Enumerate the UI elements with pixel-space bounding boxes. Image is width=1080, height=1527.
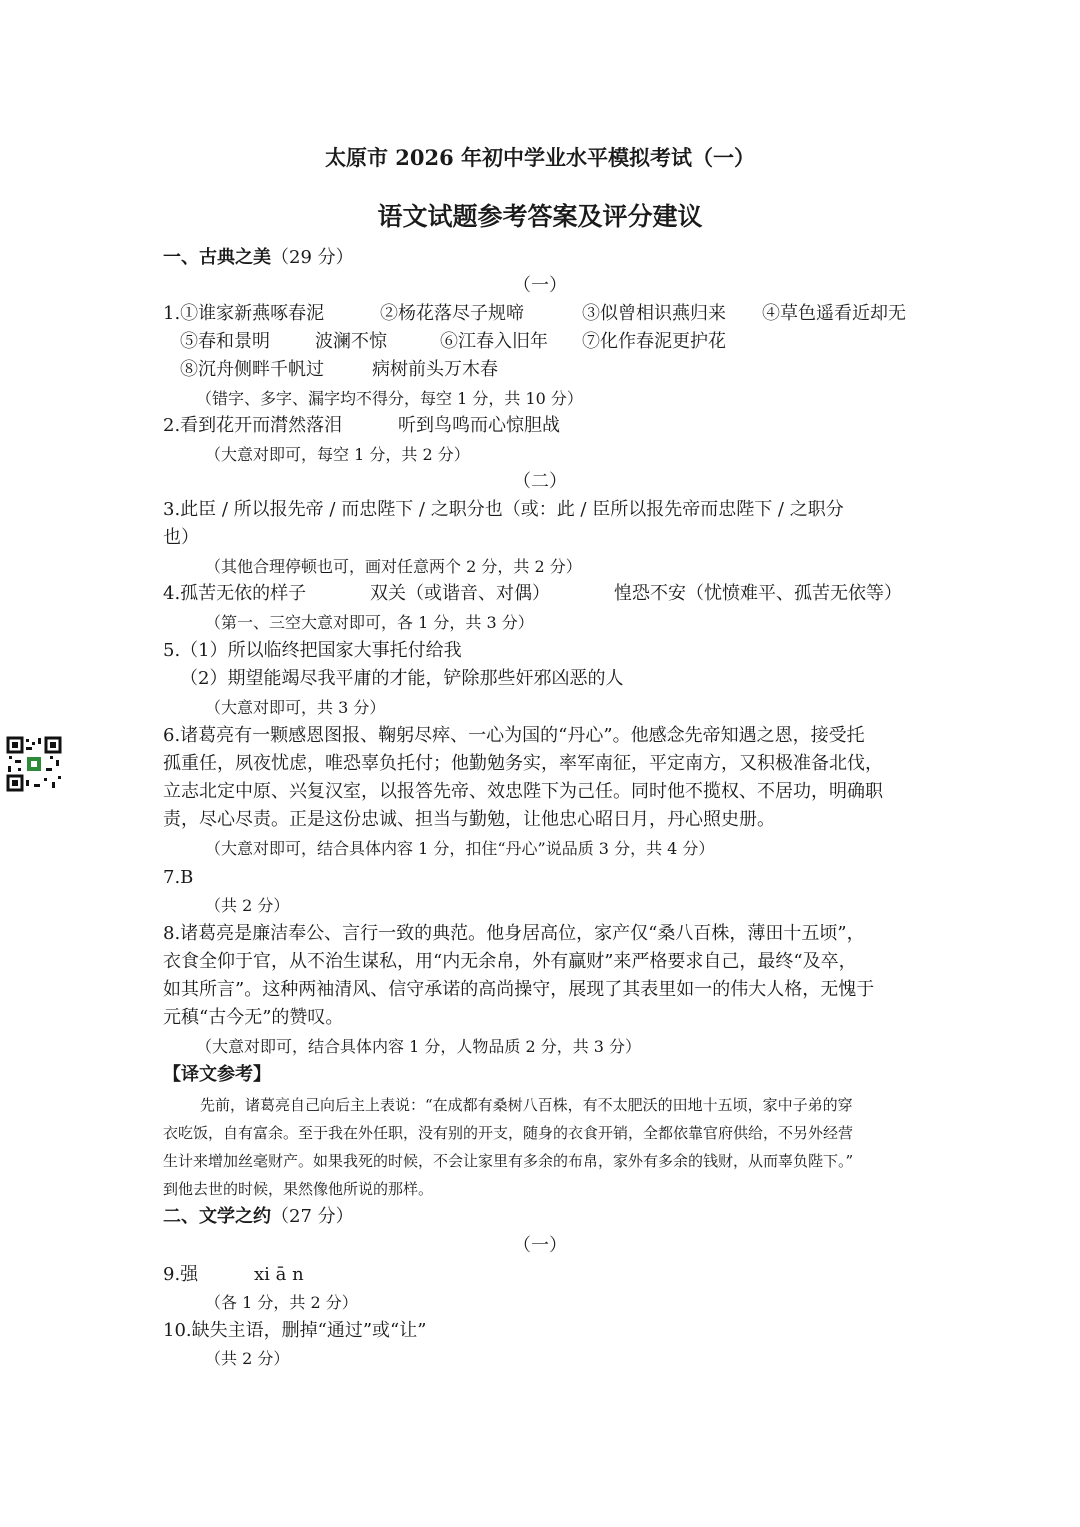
q10-answer: 10.缺失主语，删掉“通过”或“让”	[163, 1320, 427, 1341]
section-2-score: （27 分）	[271, 1206, 354, 1227]
q8-answer-line-3: 如其所言”。这种两袖清风、信守承诺的高尚操守，展现了其表里如一的伟大人格，无愧于	[163, 979, 875, 1000]
q4-scoring-note: （第一、三空大意对即可，各 1 分，共 3 分）	[205, 613, 534, 632]
q7-answer: 7.B	[163, 867, 194, 888]
q9-scoring-note: （各 1 分，共 2 分）	[205, 1293, 358, 1312]
q3-answer-line-2: 也）	[163, 527, 199, 548]
q5-answer-1: 5.（1）所以临终把国家大事托付给我	[163, 640, 462, 661]
q2-answer-1: 2.看到花开而潸然落泪	[163, 415, 343, 436]
q4-answer-1: 4.孤苦无依的样子	[163, 583, 307, 604]
q6-answer-line-3: 立志北定中原、兴复汉室，以报答先帝、效忠陛下为己任。同时他不揽权、不居功，明确职	[163, 781, 883, 802]
q9-answer-1: 9.强	[163, 1264, 199, 1285]
part-2-heading: （二）	[513, 471, 567, 492]
q8-answer-line-1: 8.诸葛亮是廉洁奉公、言行一致的典范。他身居高位，家产仅“桑八百株，薄田十五顷”，	[163, 923, 865, 944]
q1-answer-7: ⑦化作春泥更护花	[582, 331, 726, 352]
q8-scoring-note: （大意对即可，结合具体内容 1 分，人物品质 2 分，共 3 分）	[196, 1037, 642, 1056]
q1-answer-3: ③似曾相识燕归来	[582, 303, 726, 324]
q3-answer-line-1: 3.此臣 / 所以报先帝 / 而忠陛下 / 之职分也（或：此 / 臣所以报先帝而忠陛下 / 之职分	[163, 499, 844, 520]
q6-answer-line-4: 责，尽心尽责。正是这份忠诚、担当与勤勉，让他忠心昭日月，丹心照史册。	[163, 809, 775, 830]
translation-line-4: 到他去世的时候，果然像他所说的那样。	[163, 1180, 434, 1198]
section-1-score: （29 分）	[271, 247, 354, 268]
section-1-label: 一、古典之美	[163, 247, 271, 268]
q4-answer-2: 双关（或谐音、对偶）	[370, 583, 550, 604]
translation-line-2: 衣吃饭，自有富余。至于我在外任职，没有别的开支，随身的衣食开销，全都依靠官府供给，不另外经营	[163, 1124, 854, 1142]
qr-code-icon	[6, 736, 62, 792]
q9-answer-2: xi ā n	[254, 1264, 304, 1285]
q8-answer-line-4: 元稹“古今无”的赞叹。	[163, 1007, 344, 1028]
q1-answer-4: ④草色遥看近却无	[762, 303, 906, 324]
q1-answer-5b: 波澜不惊	[315, 331, 387, 352]
q3-scoring-note: （其他合理停顿也可，画对任意两个 2 分，共 2 分）	[205, 557, 582, 576]
q1-answer-8b: 病树前头万木春	[372, 359, 498, 380]
exam-title: 太原市 2026 年初中学业水平模拟考试（一）	[324, 145, 756, 170]
part-3-heading: （一）	[513, 1235, 567, 1256]
part-1-heading: （一）	[513, 275, 567, 296]
section-2-heading	[163, 1205, 354, 1229]
section-2-label: 二、文学之约	[163, 1206, 271, 1227]
q5-answer-2: （2）期望能竭尽我平庸的才能，铲除那些奸邪凶恶的人	[180, 668, 624, 689]
q6-answer-line-1: 6.诸葛亮有一颗感恩图报、鞠躬尽瘁、一心为国的“丹心”。他感念先帝知遇之恩，接受托	[163, 725, 865, 746]
q6-scoring-note: （大意对即可，结合具体内容 1 分，扣住“丹心”说品质 3 分，共 4 分）	[205, 839, 715, 858]
section-1-heading	[163, 246, 354, 270]
q4-answer-3: 惶恐不安（忧愤难平、孤苦无依等）	[614, 583, 902, 604]
translation-line-3: 生计来增加丝毫财产。如果我死的时候，不会让家里有多余的布帛，家外有多余的钱财，从而辜负陛下。”	[163, 1152, 854, 1170]
q10-scoring-note: （共 2 分）	[205, 1349, 290, 1368]
q5-scoring-note: （大意对即可，共 3 分）	[205, 698, 386, 717]
q1-answer-1: 1.①谁家新燕啄春泥	[163, 303, 325, 324]
q1-answer-6: ⑥江春入旧年	[440, 331, 548, 352]
translation-heading: 【译文参考】	[163, 1064, 271, 1085]
q2-scoring-note: （大意对即可，每空 1 分，共 2 分）	[205, 445, 470, 464]
document-subtitle: 语文试题参考答案及评分建议	[377, 202, 703, 231]
translation-line-1: 先前，诸葛亮自己向后主上表说：“在成都有桑树八百株，有不太肥沃的田地十五顷，家中子弟的穿	[200, 1096, 853, 1114]
q1-scoring-note: （错字、多字、漏字均不得分，每空 1 分，共 10 分）	[196, 389, 583, 408]
q6-answer-line-2: 孤重任，夙夜忧虑，唯恐辜负托付；他勤勉务实，率军南征，平定南方，又积极准备北伐，	[163, 753, 883, 774]
q2-answer-2: 听到鸟鸣而心惊胆战	[398, 415, 560, 436]
q1-answer-5: ⑤春和景明	[180, 331, 270, 352]
q8-answer-line-2: 衣食全仰于官，从不治生谋私，用“内无余帛，外有赢财”来严格要求自己，最终“及卒，	[163, 951, 857, 972]
q1-answer-8: ⑧沉舟侧畔千帆过	[180, 359, 324, 380]
q1-answer-2: ②杨花落尽子规啼	[380, 303, 524, 324]
q7-scoring-note: （共 2 分）	[205, 896, 290, 915]
